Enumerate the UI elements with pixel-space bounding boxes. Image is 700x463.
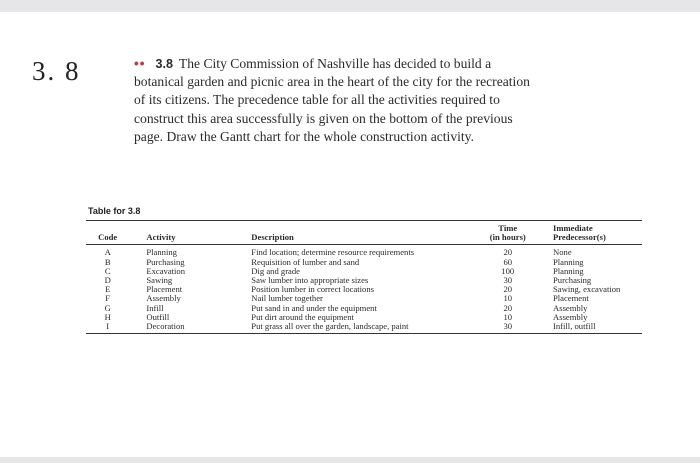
cell-predecessors: Infill, outfill: [538, 322, 642, 334]
cell-description: Put dirt around the equipment: [251, 311, 354, 322]
cell-time: 20: [503, 284, 513, 295]
cell-activity: Infill: [146, 302, 164, 313]
cell-code: F: [105, 293, 111, 304]
cell-description: Find location; determine resource requirements: [251, 247, 415, 258]
cell-time: 10: [503, 293, 513, 304]
cell-code: A: [104, 247, 111, 258]
bottom-band: [0, 457, 700, 463]
header-time-line1: Time: [498, 223, 518, 233]
table-row: [86, 322, 642, 334]
table-title: Table for 3.8: [88, 206, 141, 216]
precedence-table: [86, 220, 642, 334]
table-row: [86, 245, 642, 258]
cell-activity: Sawing: [146, 275, 173, 286]
header-time: [477, 221, 538, 245]
cell-description: Position lumber in correct locations: [251, 284, 374, 295]
header-predecessors: [538, 221, 642, 245]
cell-time: 30: [503, 275, 513, 286]
problem-statement: [134, 55, 536, 146]
cell-predecessors: None: [553, 247, 572, 258]
cell-predecessors: Planning: [553, 256, 584, 267]
cell-code: D: [104, 275, 111, 286]
cell-description: Put grass all over the garden, landscape, paint: [233, 322, 477, 334]
cell-description: Requisition of lumber and sand: [251, 256, 360, 267]
cell-time: 20: [503, 247, 513, 258]
cell-code: E: [105, 284, 111, 295]
cell-activity: Excavation: [146, 265, 186, 276]
cell-activity: Outfill: [146, 311, 170, 322]
header-description: Description: [233, 221, 477, 245]
cell-predecessors: Assembly: [553, 302, 588, 313]
cell-predecessors: Placement: [553, 293, 589, 304]
cell-activity: Decoration: [129, 322, 233, 334]
cell-time: 10: [503, 311, 513, 322]
table-header-row: [86, 221, 642, 245]
cell-time: 30: [477, 322, 538, 334]
cell-predecessors: Sawing, excavation: [553, 284, 621, 295]
problem-text: The City Commission of Nashville has decided to build a botanical garden and picnic area in the heart of the city for the recreation of its citizens. The precedence table for all the activities required to construct this area successfully is given on the bottom of the previous page. Draw the Gantt chart for the whole construction activity.: [134, 56, 530, 144]
cell-code: I: [86, 322, 129, 334]
header-pred-line2: Predecessor(s): [553, 232, 606, 243]
cell-time: 100: [501, 265, 515, 276]
header-code: Code: [86, 221, 129, 245]
cell-code: H: [104, 311, 111, 322]
handwritten-problem-number: 3. 8: [32, 56, 81, 86]
problem-label: 3.8: [155, 57, 173, 71]
cell-time: 20: [503, 302, 513, 313]
cell-description: Put sand in and under the equipment: [251, 302, 377, 313]
header-time-line2: (in hours): [489, 232, 526, 243]
cell-activity: Purchasing: [146, 256, 185, 267]
header-pred-line1: Immediate: [553, 223, 593, 233]
cell-activity: Placement: [146, 284, 183, 295]
cell-time: 60: [503, 256, 513, 267]
difficulty-dots: ••: [134, 56, 146, 71]
cell-description: Saw lumber into appropriate sizes: [251, 275, 369, 286]
cell-predecessors: Purchasing: [553, 275, 592, 286]
cell-code: C: [104, 265, 111, 276]
cell-description: Dig and grade: [251, 265, 300, 276]
header-activity: Activity: [129, 221, 233, 245]
top-band: [0, 0, 700, 12]
cell-activity: Planning: [146, 247, 177, 258]
cell-predecessors: Planning: [553, 265, 584, 276]
cell-predecessors: Assembly: [553, 311, 588, 322]
cell-code: G: [104, 302, 111, 313]
cell-description: Nail lumber together: [251, 293, 323, 304]
cell-activity: Assembly: [146, 293, 181, 304]
cell-code: B: [104, 256, 111, 267]
